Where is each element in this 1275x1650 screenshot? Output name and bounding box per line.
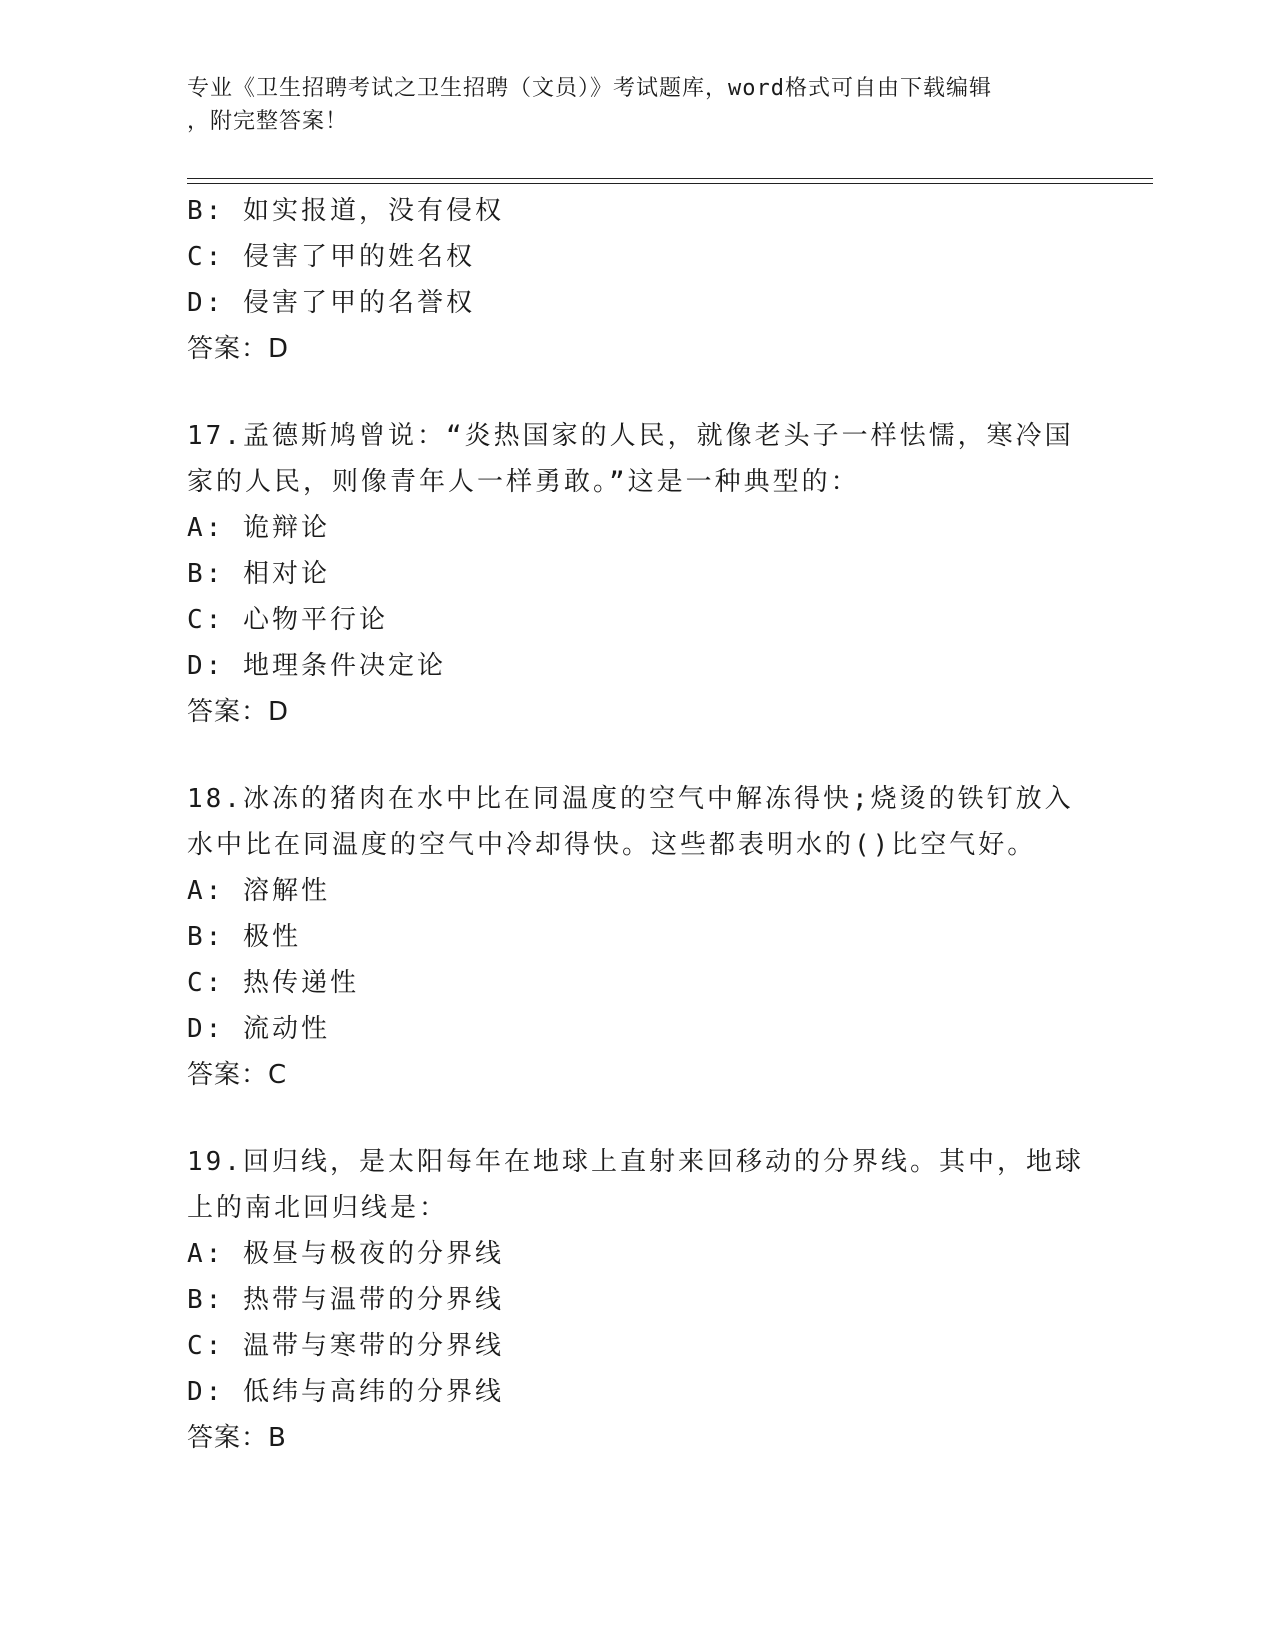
question-17 [187,413,1087,735]
option-b: B: 极性 [187,922,301,952]
header-divider-bottom [187,183,1153,184]
question-stem-line-1: 19.回归线，是太阳每年在地球上直射来回移动的分界线。其中，地球 [187,1147,1084,1177]
answer: 答案：C [187,1060,288,1090]
question-stem-line-1: 17.孟德斯鸠曾说：“炎热国家的人民，就像老头子一样怯懦，寒冷国 [187,421,1074,451]
question-stem-line-2: 家的人民，则像青年人一样勇敢。”这是一种典型的： [187,467,860,497]
spacer [187,1098,1087,1139]
header-line-1: 专业《卫生招聘考试之卫生招聘（文员）》考试题库，word格式可自由下载编辑 [187,76,992,101]
answer: 答案：B [187,1423,287,1453]
answer: 答案：D [187,334,290,364]
answer: 答案：D [187,697,290,727]
question-16-tail [187,188,1087,372]
spacer [187,735,1087,776]
option-b: B: 相对论 [187,559,330,589]
option-a: A: 诡辩论 [187,513,330,543]
question-stem-line-2: 上的南北回归线是： [187,1193,449,1223]
option-b: B: 如实报道，没有侵权 [187,196,504,226]
header-divider-top [187,178,1153,179]
spacer [187,372,1087,413]
option-c: C: 温带与寒带的分界线 [187,1331,504,1361]
question-19 [187,1139,1087,1461]
page-header [187,72,1087,138]
question-18 [187,776,1087,1098]
option-c: C: 侵害了甲的姓名权 [187,242,475,272]
option-a: A: 溶解性 [187,876,330,906]
question-stem-line-2: 水中比在同温度的空气中冷却得快。这些都表明水的()比空气好。 [187,830,1037,860]
option-c: C: 心物平行论 [187,605,388,635]
option-c: C: 热传递性 [187,968,359,998]
option-d: D: 侵害了甲的名誉权 [187,288,475,318]
option-d: D: 地理条件决定论 [187,651,446,681]
header-line-2: ，附完整答案！ [187,109,349,134]
option-b: B: 热带与温带的分界线 [187,1285,504,1315]
option-d: D: 流动性 [187,1014,330,1044]
question-stem-line-1: 18.冰冻的猪肉在水中比在同温度的空气中解冻得快;烧烫的铁钉放入 [187,784,1074,814]
question-list [187,188,1087,1461]
option-a: A: 极昼与极夜的分界线 [187,1239,504,1269]
option-d: D: 低纬与高纬的分界线 [187,1377,504,1407]
